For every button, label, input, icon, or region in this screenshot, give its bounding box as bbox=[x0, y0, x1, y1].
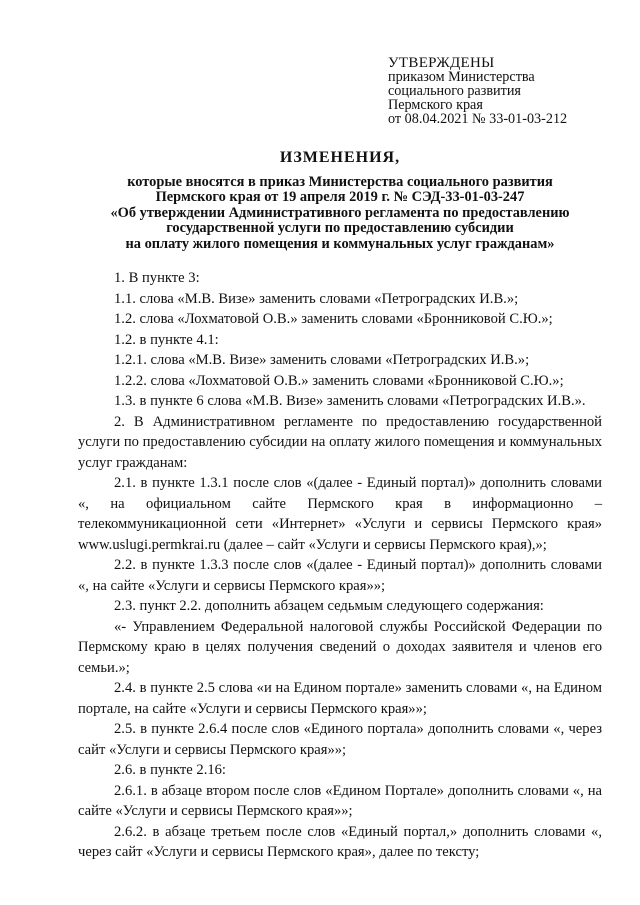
paragraph: 2.6.2. в абзаце третьем после слов «Единый портал,» дополнить словами «, через сайт «Услуги и сервисы Пермского края», далее по тексту; bbox=[78, 823, 602, 860]
paragraph: 2.2. в пункте 1.3.3 после слов «(далее - Единый портал)» дополнить словами «, на сайте «Услуги и сервисы Пермского края»»; bbox=[78, 557, 602, 594]
paragraph: 1.2.1. слова «М.В. Визе» заменить словами «Петроградских И.В.»; bbox=[114, 352, 530, 368]
heading-line: государственной услуги по предоставлению субсидии bbox=[166, 220, 514, 236]
paragraph: 1. В пункте 3: bbox=[114, 270, 200, 286]
heading-line: Пермского края от 19 апреля 2019 г. № СЭД-33-01-03-247 bbox=[155, 189, 525, 205]
paragraph: 1.2.2. слова «Лохматовой О.В.» заменить словами «Бронниковой С.Ю.»; bbox=[114, 372, 564, 389]
document-title: ИЗМЕНЕНИЯ, bbox=[279, 149, 401, 166]
heading-line: которые вносятся в приказ Министерства социального развития bbox=[127, 173, 553, 190]
paragraph: 1.2. в пункте 4.1: bbox=[114, 331, 219, 348]
paragraph: 1.2. слова «Лохматовой О.В.» заменить словами «Бронниковой С.Ю.»; bbox=[114, 311, 553, 327]
approval-line: социального развития bbox=[388, 83, 521, 99]
approval-stamp bbox=[388, 56, 567, 126]
paragraph: «- Управлением Федеральной налоговой службы Российской Федерации по Пермскому краю в целях получения сведений о доходах заявителя и членов его семьи.»; bbox=[78, 618, 602, 676]
paragraph: 2. В Административном регламенте по предоставлению государственной услуги по предоставлению субсидии на оплату жилого помещения и коммунальных услуг гражданам: bbox=[78, 413, 602, 471]
paragraph: 1.1. слова «М.В. Визе» заменить словами «Петроградских И.В.»; bbox=[114, 290, 519, 307]
document-heading bbox=[60, 150, 620, 252]
paragraph: 2.6. в пункте 2.16: bbox=[114, 762, 226, 778]
approval-order-number: от 08.04.2021 № 33-01-03-212 bbox=[388, 111, 568, 127]
approval-line: Пермского края bbox=[388, 97, 483, 113]
paragraph: 2.6.1. в абзаце втором после слов «Едином Портале» дополнить словами «, на сайте «Услуги и сервисы Пермского края»»; bbox=[78, 782, 602, 819]
approval-title: УТВЕРЖДЕНЫ bbox=[388, 55, 495, 71]
heading-line: на оплату жилого помещения и коммунальных услуг гражданам» bbox=[125, 235, 555, 252]
document-body bbox=[78, 268, 602, 863]
paragraph: 2.3. пункт 2.2. дополнить абзацем седьмым следующего содержания: bbox=[114, 598, 544, 614]
paragraph: 2.5. в пункте 2.6.4 после слов «Единого портала» дополнить словами «, через сайт «Услуги и сервисы Пермского края»»; bbox=[78, 721, 602, 758]
paragraph: 1.3. в пункте 6 слова «М.В. Визе» заменить словами «Петроградских И.В.». bbox=[114, 393, 586, 409]
paragraph: 2.4. в пункте 2.5 слова «и на Едином портале» заменить словами «, на Едином портале, на сайте «Услуги и сервисы Пермского края»»; bbox=[78, 680, 602, 717]
paragraph: 2.1. в пункте 1.3.1 после слов «(далее - Единый портал)» дополнить словами «, на официальном сайте Пермского края в информационно – телекоммуникационной сети «Интернет» «Услуги и сервисы Пермского края» www.uslugi.permkrai.ru (далее – сайт «Услуги и сервисы Пермского края),»; bbox=[78, 475, 602, 553]
approval-line: приказом Министерства bbox=[388, 69, 535, 85]
heading-line: «Об утверждении Административного регламента по предоставлению bbox=[110, 204, 570, 221]
